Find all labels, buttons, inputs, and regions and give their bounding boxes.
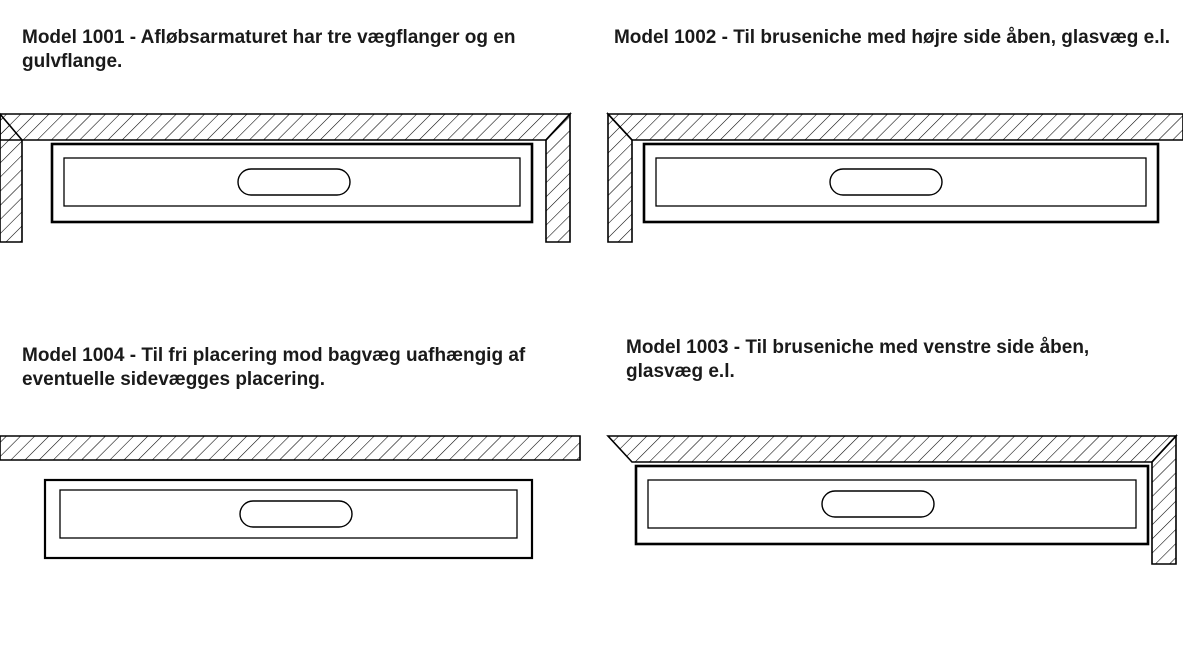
diagram-1004: [0, 428, 590, 628]
caption-model-1001: [22, 26, 567, 75]
model-label-1001: Model 1001 -: [22, 27, 137, 48]
diagram-1001: [0, 92, 590, 272]
panel-model-1003: [592, 330, 1183, 630]
model-description-1001: Afløbsarmaturet har tre vægflanger og en gulvflange.: [22, 27, 516, 73]
caption-model-1004: [22, 344, 567, 393]
drain-outlet-oval: [238, 169, 350, 195]
model-label-1002: Model 1002 -: [613, 27, 728, 48]
panel-model-1004: [0, 338, 590, 638]
panel-model-1002: [592, 20, 1183, 280]
figure-model-1004: [0, 428, 590, 628]
figure-model-1002: [598, 92, 1183, 272]
drain-outlet-oval: [830, 169, 942, 195]
drain-outlet-oval: [822, 491, 934, 517]
diagram-1002: [598, 92, 1183, 272]
model-label-1004: Model 1004 -: [22, 345, 137, 366]
wall-top: [608, 114, 1183, 140]
drain-outlet-oval: [240, 501, 352, 527]
diagram-1003: [598, 428, 1183, 618]
figure-model-1001: [0, 92, 590, 272]
wall-back: [0, 436, 580, 460]
figure-model-1003: [598, 428, 1183, 618]
model-label-1003: Model 1003 -: [626, 337, 741, 358]
model-description-1003: Til bruseniche med venstre side åben, glasvæg e.l.: [626, 337, 1090, 383]
caption-model-1003: [626, 336, 1171, 385]
model-description-1004: Til fri placering mod bagvæg uafhængig af eventuelle sidevægges placering.: [22, 345, 526, 391]
wall-top: [608, 436, 1176, 462]
model-description-1002: Til bruseniche med højre side åben, glasvæg e.l.: [733, 27, 1171, 48]
panel-model-1001: [0, 20, 590, 280]
wall-top: [0, 114, 570, 140]
caption-model-1002: [612, 26, 1172, 50]
